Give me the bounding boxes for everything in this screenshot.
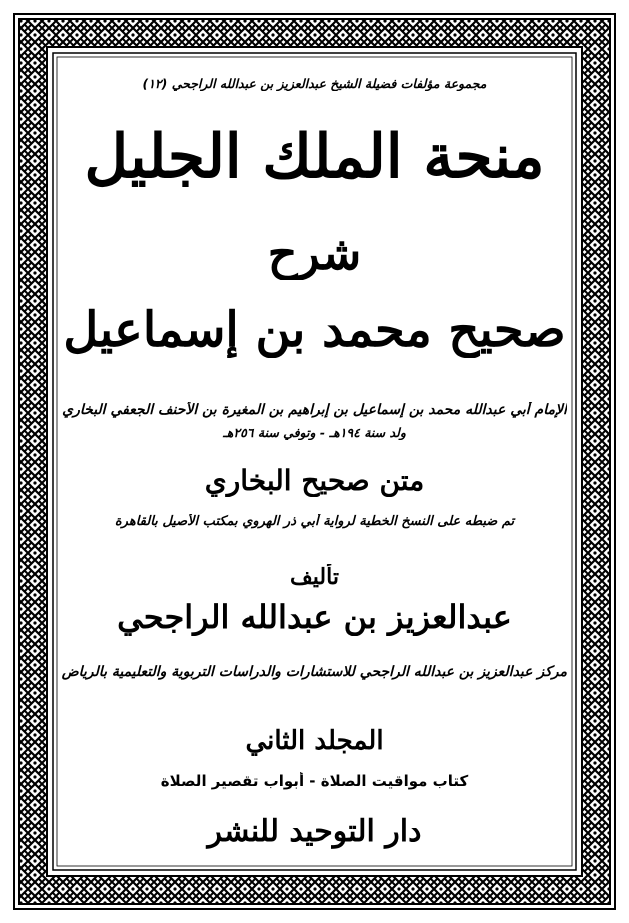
chapters-range: كتاب مواقيت الصلاة - أبواب تقصير الصلاة <box>160 772 469 790</box>
publisher-name: دار التوحيد للنشر <box>207 814 422 849</box>
main-title: منحة الملك الجليل <box>84 124 545 190</box>
series-title: مجموعة مؤلفات فضيلة الشيخ عبدالعزيز بن عبدالله الراجحي (١٢) <box>142 76 487 91</box>
author-name: عبدالعزيز بن عبدالله الراجحي <box>117 598 512 636</box>
matn-title: متن صحيح البخاري <box>204 464 425 497</box>
book-title: صحيح محمد بن إسماعيل <box>63 302 566 358</box>
imam-dates: ولد سنة ١٩٤هـ - وتوفي سنة ٢٥٦هـ <box>223 425 406 440</box>
sharh-heading: شرح <box>267 226 362 280</box>
matn-edition-note: تم ضبطه على النسخ الخطية لرواية أبي ذر الهروي بمكتب الأصيل بالقاهرة <box>114 514 515 529</box>
authorship-label: تأليف <box>290 564 339 590</box>
imam-full-name: الإمام أبي عبدالله محمد بن إسماعيل بن إبراهيم بن المغيرة بن الأحنف الجعفي البخاري <box>62 402 567 418</box>
cover-content <box>62 66 567 861</box>
volume-label: المجلد الثاني <box>245 726 384 756</box>
research-center-name: مركز عبدالعزيز بن عبدالله الراجحي للاستشارات والدراسات التربوية والتعليمية بالرياض <box>62 664 567 680</box>
